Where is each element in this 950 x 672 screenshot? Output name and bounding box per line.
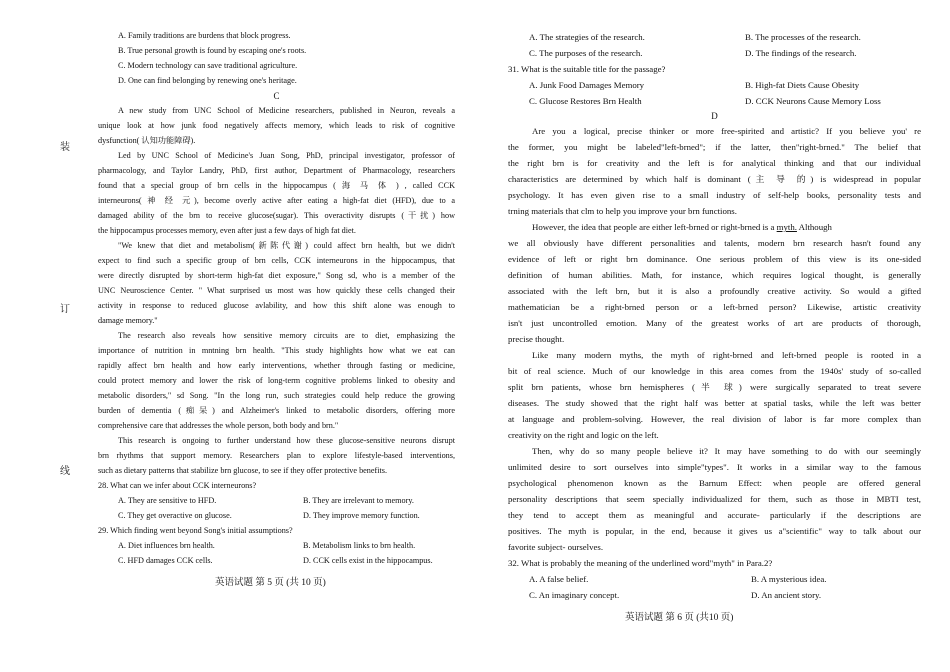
section-letter: C bbox=[273, 91, 280, 101]
option-31-c: C. Glucose Restores Brn Health bbox=[529, 96, 642, 106]
passage-line: evidence of left or right brn dominance. One serious problem of this view is its one-sided bbox=[508, 254, 921, 264]
option-30-a: A. The strategies of the research. bbox=[529, 32, 645, 42]
passage-line: split brn patients, whose brn hemispheres (半 球) were surgically separated to treat severe bbox=[508, 382, 921, 392]
passage-line: expect to find such a specific group of brn cells, CCK interneurons in the hippocampus, that bbox=[98, 256, 455, 265]
passage-line: unique look at how junk food negatively affects memory, which leads to risk of cognitive bbox=[98, 121, 455, 130]
question-28: 28. What can we infer about CCK interneurons? bbox=[98, 481, 257, 490]
passage-line: UNC Neuroscience Center. " What surprised us most was how quickly these cells changed their bbox=[98, 286, 455, 295]
option-line: C. Modern technology can save traditional agriculture. bbox=[118, 61, 298, 70]
binding-mark: 线 bbox=[60, 466, 70, 477]
passage-line: diseases. The study showed that the right half was better at spatial tasks, while the left was better bbox=[508, 398, 921, 408]
passage-line: trning materials that clm to help you improve your brn functions. bbox=[508, 206, 737, 216]
passage-line: positives. The myth is popular, in the end, because it gives us a"scientific" way to talk about our bbox=[508, 526, 921, 536]
option-line: A. Family traditions are burdens that block progress. bbox=[118, 31, 291, 40]
option-28-a: A. They are sensitive to HFD. bbox=[118, 496, 217, 505]
passage-line: could protect memory and lower the risk of long-term cognitive problems linked to obesity and bbox=[98, 376, 455, 385]
passage-line: precise thought. bbox=[508, 334, 565, 344]
passage-line: Like many modern myths, the myth of right-brned and left-brned people is rooted in a bbox=[532, 350, 921, 360]
option-29-d: D. CCK cells exist in the hippocampus. bbox=[303, 556, 433, 565]
passage-line: activity in response to reduced glucose avlability, and how this shift alone was enough to bbox=[98, 301, 455, 310]
question-32: 32. What is probably the meaning of the underlined word"myth" in Para.2? bbox=[508, 558, 773, 568]
passage-line: mathematician be a right-brned person or a left-brned person? Likewise, artistic creativity bbox=[508, 302, 921, 312]
passage-line: creativity on the right and logic on the left. bbox=[508, 430, 659, 440]
passage-line: such as dietary patterns that stabilize brn glucose, to see if they offer protective benefits. bbox=[98, 466, 388, 475]
underlined-word: myth. bbox=[776, 222, 797, 232]
passage-line: The research also reveals how sensitive memory circuits are to diet, emphasizing the bbox=[118, 331, 455, 340]
option-30-c: C. The purposes of the research. bbox=[529, 48, 643, 58]
option-29-a: A. Diet influences brn health. bbox=[118, 541, 215, 550]
binding-mark: 订 bbox=[60, 304, 70, 315]
section-letter: D bbox=[711, 111, 718, 121]
passage-text: Although bbox=[796, 222, 832, 232]
passage-line: unlimited desire to sort ourselves into simple"types". It works in a similar way to the famous bbox=[508, 462, 921, 472]
passage-line: importance of nutrition in mntning brn health. "This study highlights how what we eat can bbox=[98, 346, 455, 355]
option-32-b: B. A mysterious idea. bbox=[751, 574, 827, 584]
passage-line: psychological phenomenon known as the Barnum Effect: when people are offered general bbox=[508, 478, 921, 488]
passage-line: we all obviously have different personalities and talents, modern brn research hasn't found any bbox=[508, 238, 921, 248]
passage-line: characteristics are determined by which half is dominant (主 导 的) is widespread in popular bbox=[508, 174, 921, 184]
passage-line: were directly disrupted by short-term high-fat diet exposure," Song sd, who is a member of the bbox=[98, 271, 455, 280]
passage-line: A new study from UNC School of Medicine researchers, published in Neuron, reveals a bbox=[118, 106, 455, 115]
option-32-d: D. An ancient story. bbox=[751, 590, 822, 600]
option-31-b: B. High-fat Diets Cause Obesity bbox=[745, 80, 860, 90]
passage-line: Led by UNC School of Medicine's Juan Song, PhD, principal investigator, professor of bbox=[118, 151, 455, 160]
option-line: B. True personal growth is found by escaping one's roots. bbox=[118, 46, 307, 55]
passage-line: definition of human abilities. Math, for instance, which requires logical thought, is generally bbox=[508, 270, 921, 280]
option-30-d: D. The findings of the research. bbox=[745, 48, 857, 58]
option-28-c: C. They get overactive on glucose. bbox=[118, 511, 232, 520]
passage-line: brn rhythms that support memory. Researchers plan to explore lifestyle-based interventions, bbox=[98, 451, 455, 460]
passage-line: interneurons( 神 经 元), become overly active after eating a high-fat diet (HFD), due to a bbox=[98, 196, 455, 205]
passage-line: associated with the left brn, but it is also a profoundly creative activity. So would a gifted bbox=[508, 286, 921, 296]
option-32-a: A. A false belief. bbox=[529, 574, 589, 584]
passage-line: they tend to accept them as meaningful and accurate- particularly if the descriptions are bbox=[508, 510, 921, 520]
passage-line: psychology. It has even given rise to a small industry of self-help books, personality tests and bbox=[508, 190, 921, 200]
binding-mark: 装 bbox=[60, 142, 70, 153]
option-32-c: C. An imaginary concept. bbox=[529, 590, 620, 600]
passage-line: burden of dementia (痴呆) and Alzheimer's linked to metabolic disorders, offering more bbox=[98, 406, 455, 415]
passage-line: metabolic disorders," sd Song. "In the long run, such strategies could help reduce the growing bbox=[98, 391, 455, 400]
passage-line: favorite subject- ourselves. bbox=[508, 542, 604, 552]
passage-line: pharmacology, and Taylor Landry, PhD, first author, Department of Pharmacology, researchers bbox=[98, 166, 455, 175]
passage-line: the former, you might be labeled"left-brned"; if the latter, then"right-brned." The belief that bbox=[508, 142, 921, 152]
passage-line: damaged ability of the brn to receive glucose(sugar). This overactivity disrupts (干扰) how bbox=[98, 211, 455, 220]
passage-line: Are you a logical, precise thinker or more free-spirited and artistic? If you believe you' re bbox=[532, 126, 921, 136]
passage-text: However, the idea that people are either left-brned or right-brned is a bbox=[532, 222, 777, 232]
passage-line: the hippocampus processes memory, even after just a few days of high fat diet. bbox=[98, 226, 356, 235]
passage-line: damage memory." bbox=[98, 316, 158, 325]
passage-line: This research is ongoing to further understand how these glucose-sensitive neurons disrupt bbox=[118, 436, 455, 445]
passage-line: Then, why do so many people believe it? It may have something to do with our seemingly bbox=[532, 446, 921, 456]
option-29-b: B. Metabolism links to brn health. bbox=[303, 541, 416, 550]
page-footer: 英语试题 第 6 页 (共10 页) bbox=[625, 613, 734, 623]
passage-line: isn't just uncontrolled emotion. Many of the greatest works of art are products of thorough, bbox=[508, 318, 921, 328]
passage-line: dysfunction( 认知功能障碍). bbox=[98, 136, 196, 145]
passage-line: bit of real science. Much of our knowledge in this area comes from the 1940s' study of so-called bbox=[508, 366, 921, 376]
page-footer: 英语试题 第 5 页 (共 10 页) bbox=[215, 578, 326, 588]
passage-line: "We knew that diet and metabolism(新陈代谢) could affect brn health, but we didn't bbox=[118, 241, 455, 250]
option-28-d: D. They improve memory function. bbox=[303, 511, 420, 520]
option-31-a: A. Junk Food Damages Memory bbox=[529, 80, 645, 90]
question-29: 29. Which finding went beyond Song's initial assumptions? bbox=[98, 526, 293, 535]
passage-line-with-underline bbox=[532, 222, 832, 233]
right-page bbox=[475, 0, 950, 672]
passage-line: found that a special group of brn cells in the hippocampus ( 海 马 体 ) , called CCK bbox=[98, 181, 455, 190]
passage-line: at language and problem-solving. However, the real division of labor is far more complex than bbox=[508, 414, 921, 424]
option-28-b: B. They are irrelevant to memory. bbox=[303, 496, 414, 505]
passage-line: rapidly affect brn health and how early interventions, whether through fasting or medicine, bbox=[98, 361, 455, 370]
option-line: D. One can find belonging by renewing one's heritage. bbox=[118, 76, 297, 85]
question-31: 31. What is the suitable title for the passage? bbox=[508, 64, 666, 74]
passage-line: personality descriptions that seem specially individualized for them, such as those in MBTI test, bbox=[508, 494, 921, 504]
option-30-b: B. The processes of the research. bbox=[745, 32, 861, 42]
option-31-d: D. CCK Neurons Cause Memory Loss bbox=[745, 96, 881, 106]
passage-line: the right brn is for creativity and the left is for analytical thinking and that our individual bbox=[508, 158, 921, 168]
option-29-c: C. HFD damages CCK cells. bbox=[118, 556, 213, 565]
passage-line: comprehensive care that addresses the whole person, both body and brn." bbox=[98, 421, 339, 430]
